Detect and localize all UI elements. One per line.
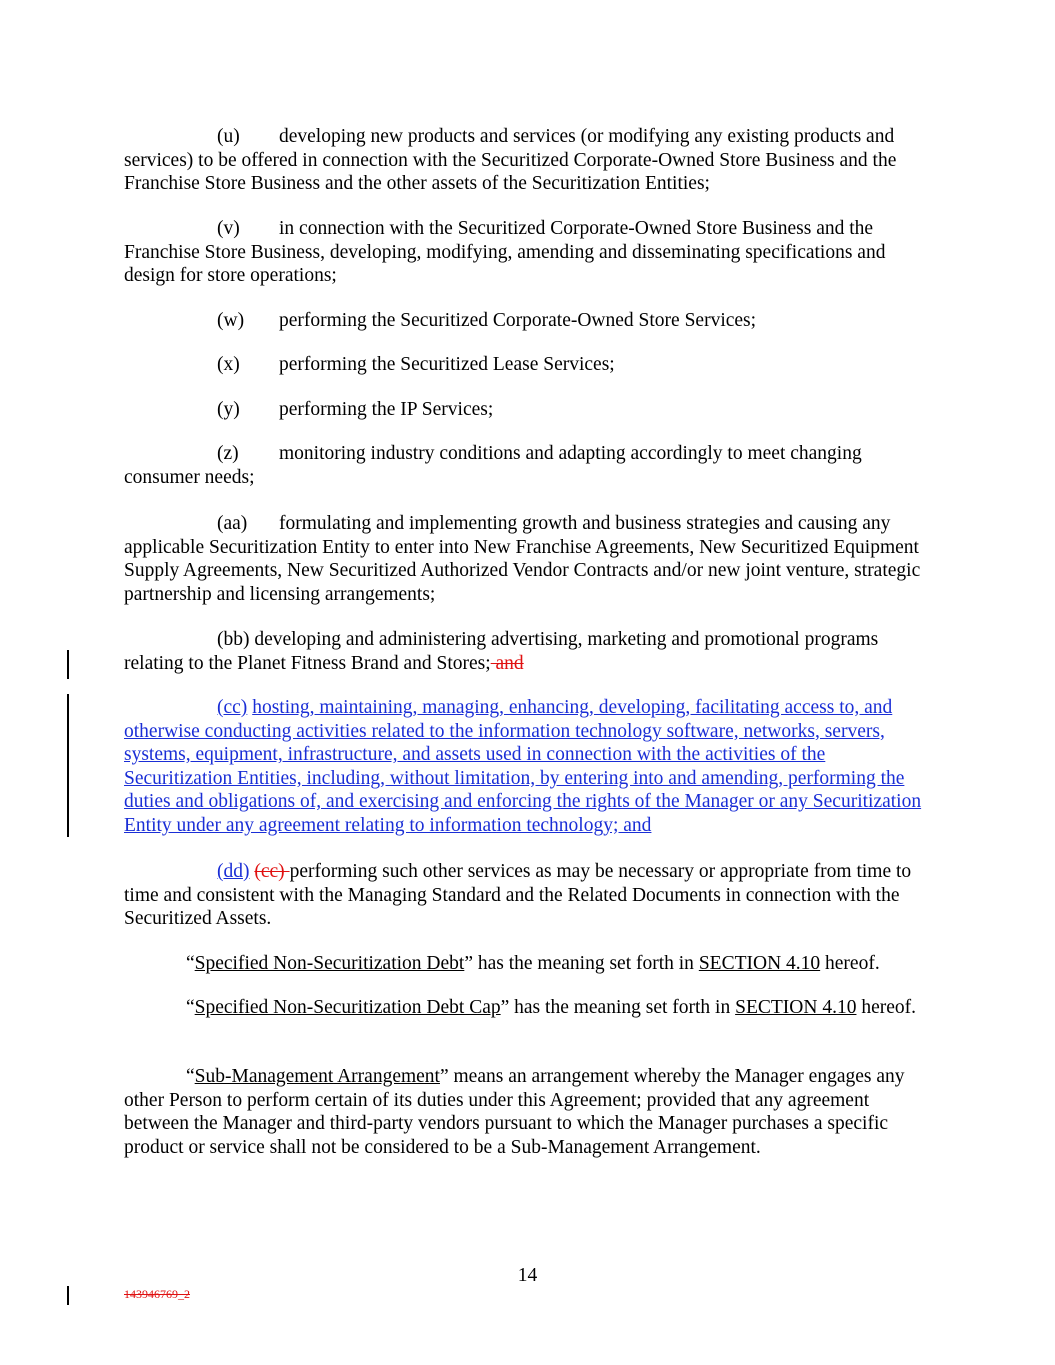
definition-specified-debt-cap <box>124 996 936 1020</box>
definition-sub-management <box>124 1065 936 1159</box>
item-label: (v) <box>217 218 240 239</box>
list-item-dd <box>124 860 936 931</box>
item-text: performing the IP Services; <box>279 399 494 420</box>
item-text: performing the Securitized Lease Services; <box>279 354 615 375</box>
item-text: formulating and implementing growth and business strategies and causing any applicable Securitization Entity to enter into New Franchise Agreements, New Securitized Equipment Supply Agreements, New Securitized Authorized Vendor Contracts and/or new joint venture, strategic partnership and licensing arrangements; <box>124 513 921 605</box>
item-label: (x) <box>217 354 240 375</box>
item-label: (w) <box>217 310 245 331</box>
list-item-w <box>124 309 936 333</box>
defined-term: Sub-Management Arrangement <box>194 1066 440 1087</box>
inserted-text: hosting, maintaining, managing, enhancing, developing, facilitating access to, and otherwise conducting activities related to the information technology software, networks, servers, systems, equipment, infrastructure, and assets used in connection with the activities of the Securitization Entities, including, without limitation, by entering into and amending, performing the duties and obligations of, and exercising and enforcing the rights of the Manager or any Securitization Entity under any agreement relating to information technology; and <box>124 697 922 836</box>
list-item-v <box>124 217 936 288</box>
change-bar <box>67 694 69 837</box>
list-item-z <box>124 442 936 489</box>
definition-text: ” has the meaning set forth in <box>500 997 736 1018</box>
item-text: developing new products and services (or modifying any existing products and services) to be offered in connection with the Securitized Corporate-Owned Store Business and the Franchise Store Business and the other assets of the Securitization Entities; <box>124 126 897 195</box>
definition-specified-debt <box>124 952 936 976</box>
open-quote: “ <box>186 997 195 1018</box>
change-bar <box>67 1286 69 1305</box>
deleted-text: and <box>490 652 524 674</box>
section-reference: SECTION 4.10 <box>735 997 857 1018</box>
item-label: (cc) <box>217 697 248 718</box>
list-item-x <box>124 353 936 377</box>
list-item-bb <box>124 628 936 675</box>
document-id: 143946769_2 <box>124 1287 190 1301</box>
list-item-cc <box>124 696 936 838</box>
open-quote: “ <box>186 1066 195 1087</box>
item-text: performing the Securitized Corporate-Owned Store Services; <box>279 310 757 331</box>
section-reference: SECTION 4.10 <box>698 953 821 974</box>
item-label: (z) <box>217 443 239 464</box>
change-bar <box>67 650 69 679</box>
definition-text: ” means an arrangement whereby the Manager engages any other Person to perform certain of its duties under this Agreement; provided that any agreement between the Manager and third-party vendors pursuant to which the Manager purchases a specific product or service shall not be considered to be a Sub-Management Arrangement. <box>124 1066 905 1158</box>
item-label: (u) <box>217 126 240 147</box>
definition-text: ” has the meaning set forth in <box>464 953 699 974</box>
item-text: performing such other services as may be necessary or appropriate from time to time and consistent with the Managing Standard and the Related Documents in connection with the Securitized Assets. <box>124 861 912 930</box>
defined-term: Specified Non-Securitization Debt Cap <box>194 997 501 1018</box>
item-text: developing and administering advertising, marketing and promotional programs relating to the Planet Fitness Brand and Stores; <box>124 629 879 674</box>
item-text: monitoring industry conditions and adapting accordingly to meet changing consumer needs; <box>124 443 862 488</box>
definition-text: hereof. <box>856 997 917 1018</box>
definition-text: hereof. <box>820 953 880 974</box>
item-label: (aa) <box>217 513 248 534</box>
item-label: (y) <box>217 399 240 420</box>
page-number: 14 <box>517 1265 538 1286</box>
item-text: in connection with the Securitized Corporate-Owned Store Business and the Franchise Store Business, developing, modifying, amending and disseminating specifications and design for store operations; <box>124 218 886 287</box>
list-item-u <box>124 125 936 196</box>
item-label: (bb) <box>217 629 250 650</box>
defined-term: Specified Non-Securitization Debt <box>194 953 465 974</box>
list-item-y <box>124 398 936 422</box>
open-quote: “ <box>186 953 195 974</box>
deleted-label: (cc) <box>254 861 290 882</box>
item-label: (dd) <box>217 861 250 882</box>
list-item-aa <box>124 512 936 606</box>
